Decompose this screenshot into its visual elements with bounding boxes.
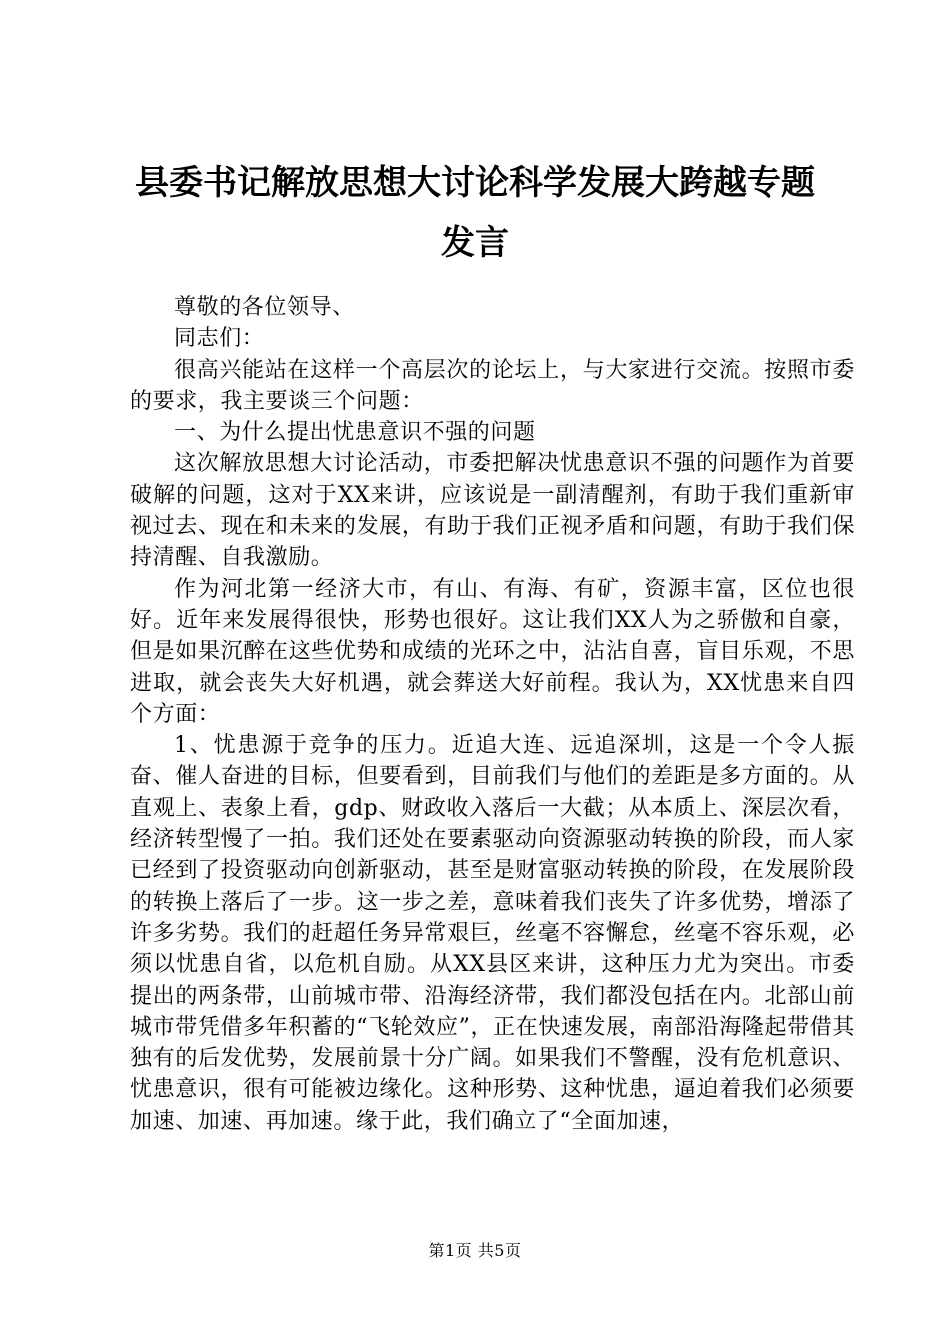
paragraph-salutation: 尊敬的各位领导、 (174, 295, 355, 320)
document-body (130, 292, 855, 1137)
document-title-line-1: 县委书记解放思想大讨论科学发展大跨越专题 (135, 163, 815, 203)
paragraph-body: 1、忧患源于竞争的压力。近追大连、远追深圳，这是一个令人振奋、催人奋进的目标，但要看到，目前我们与他们的差距是多方面的。从直观上、表象上看，gdp、财政收入落后一大截；从本质上、深层次看，经济转型慢了一拍。我们还处在要素驱动向资源驱动转换的阶段，而人家已经到了投资驱动向创新驱动，甚至是财富驱动转换的阶段，在发展阶段的转换上落后了一步。这一步之差，意味着我们丧失了许多优势，增添了许多劣势。我们的赶超任务异常艰巨，丝毫不容懈怠，丝毫不容乐观，必须以忧患自省，以危机自励。从XX县区来讲，这种压力尤为突出。市委提出的两条带，山前城市带、沿海经济带，我们都没包括在内。北部山前城市带凭借多年积蓄的“飞轮效应”，正在快速发展，南部沿海隆起带借其独有的后发优势，发展前景十分广阔。如果我们不警醒，没有危机意识、忧患意识，很有可能被边缘化。这种形势、这种忧患，逼迫着我们必须要加速、加速、再加速。缘于此，我们确立了“全面加速， (130, 733, 855, 1134)
paragraph-intro: 很高兴能站在这样一个高层次的论坛上，与大家进行交流。按照市委的要求，我主要谈三个问题： (130, 357, 855, 414)
section-heading-1: 一、为什么提出忧患意识不强的问题 (174, 420, 536, 446)
paragraph-body: 这次解放思想大讨论活动，市委把解决忧患意识不强的问题作为首要破解的问题，这对于XX来讲，应该说是一副清醒剂，有助于我们重新审视过去、现在和未来的发展，有助于我们正视矛盾和问题，有助于我们保持清醒、自我激励。 (130, 451, 855, 571)
paragraph-body: 作为河北第一经济大市，有山、有海、有矿，资源丰富，区位也很好。近年来发展得很快，形势也很好。这让我们XX人为之骄傲和自豪，但是如果沉醉在这些优势和成绩的光环之中，沾沾自喜，盲目乐观，不思进取，就会丧失大好机遇，就会葬送大好前程。我认为，XX忧患来自四个方面： (130, 576, 855, 727)
paragraph-salutation-2: 同志们： (174, 326, 265, 352)
document-title-line-2: 发言 (441, 223, 509, 263)
page-footer: 第1页 共5页 (428, 1241, 522, 1260)
